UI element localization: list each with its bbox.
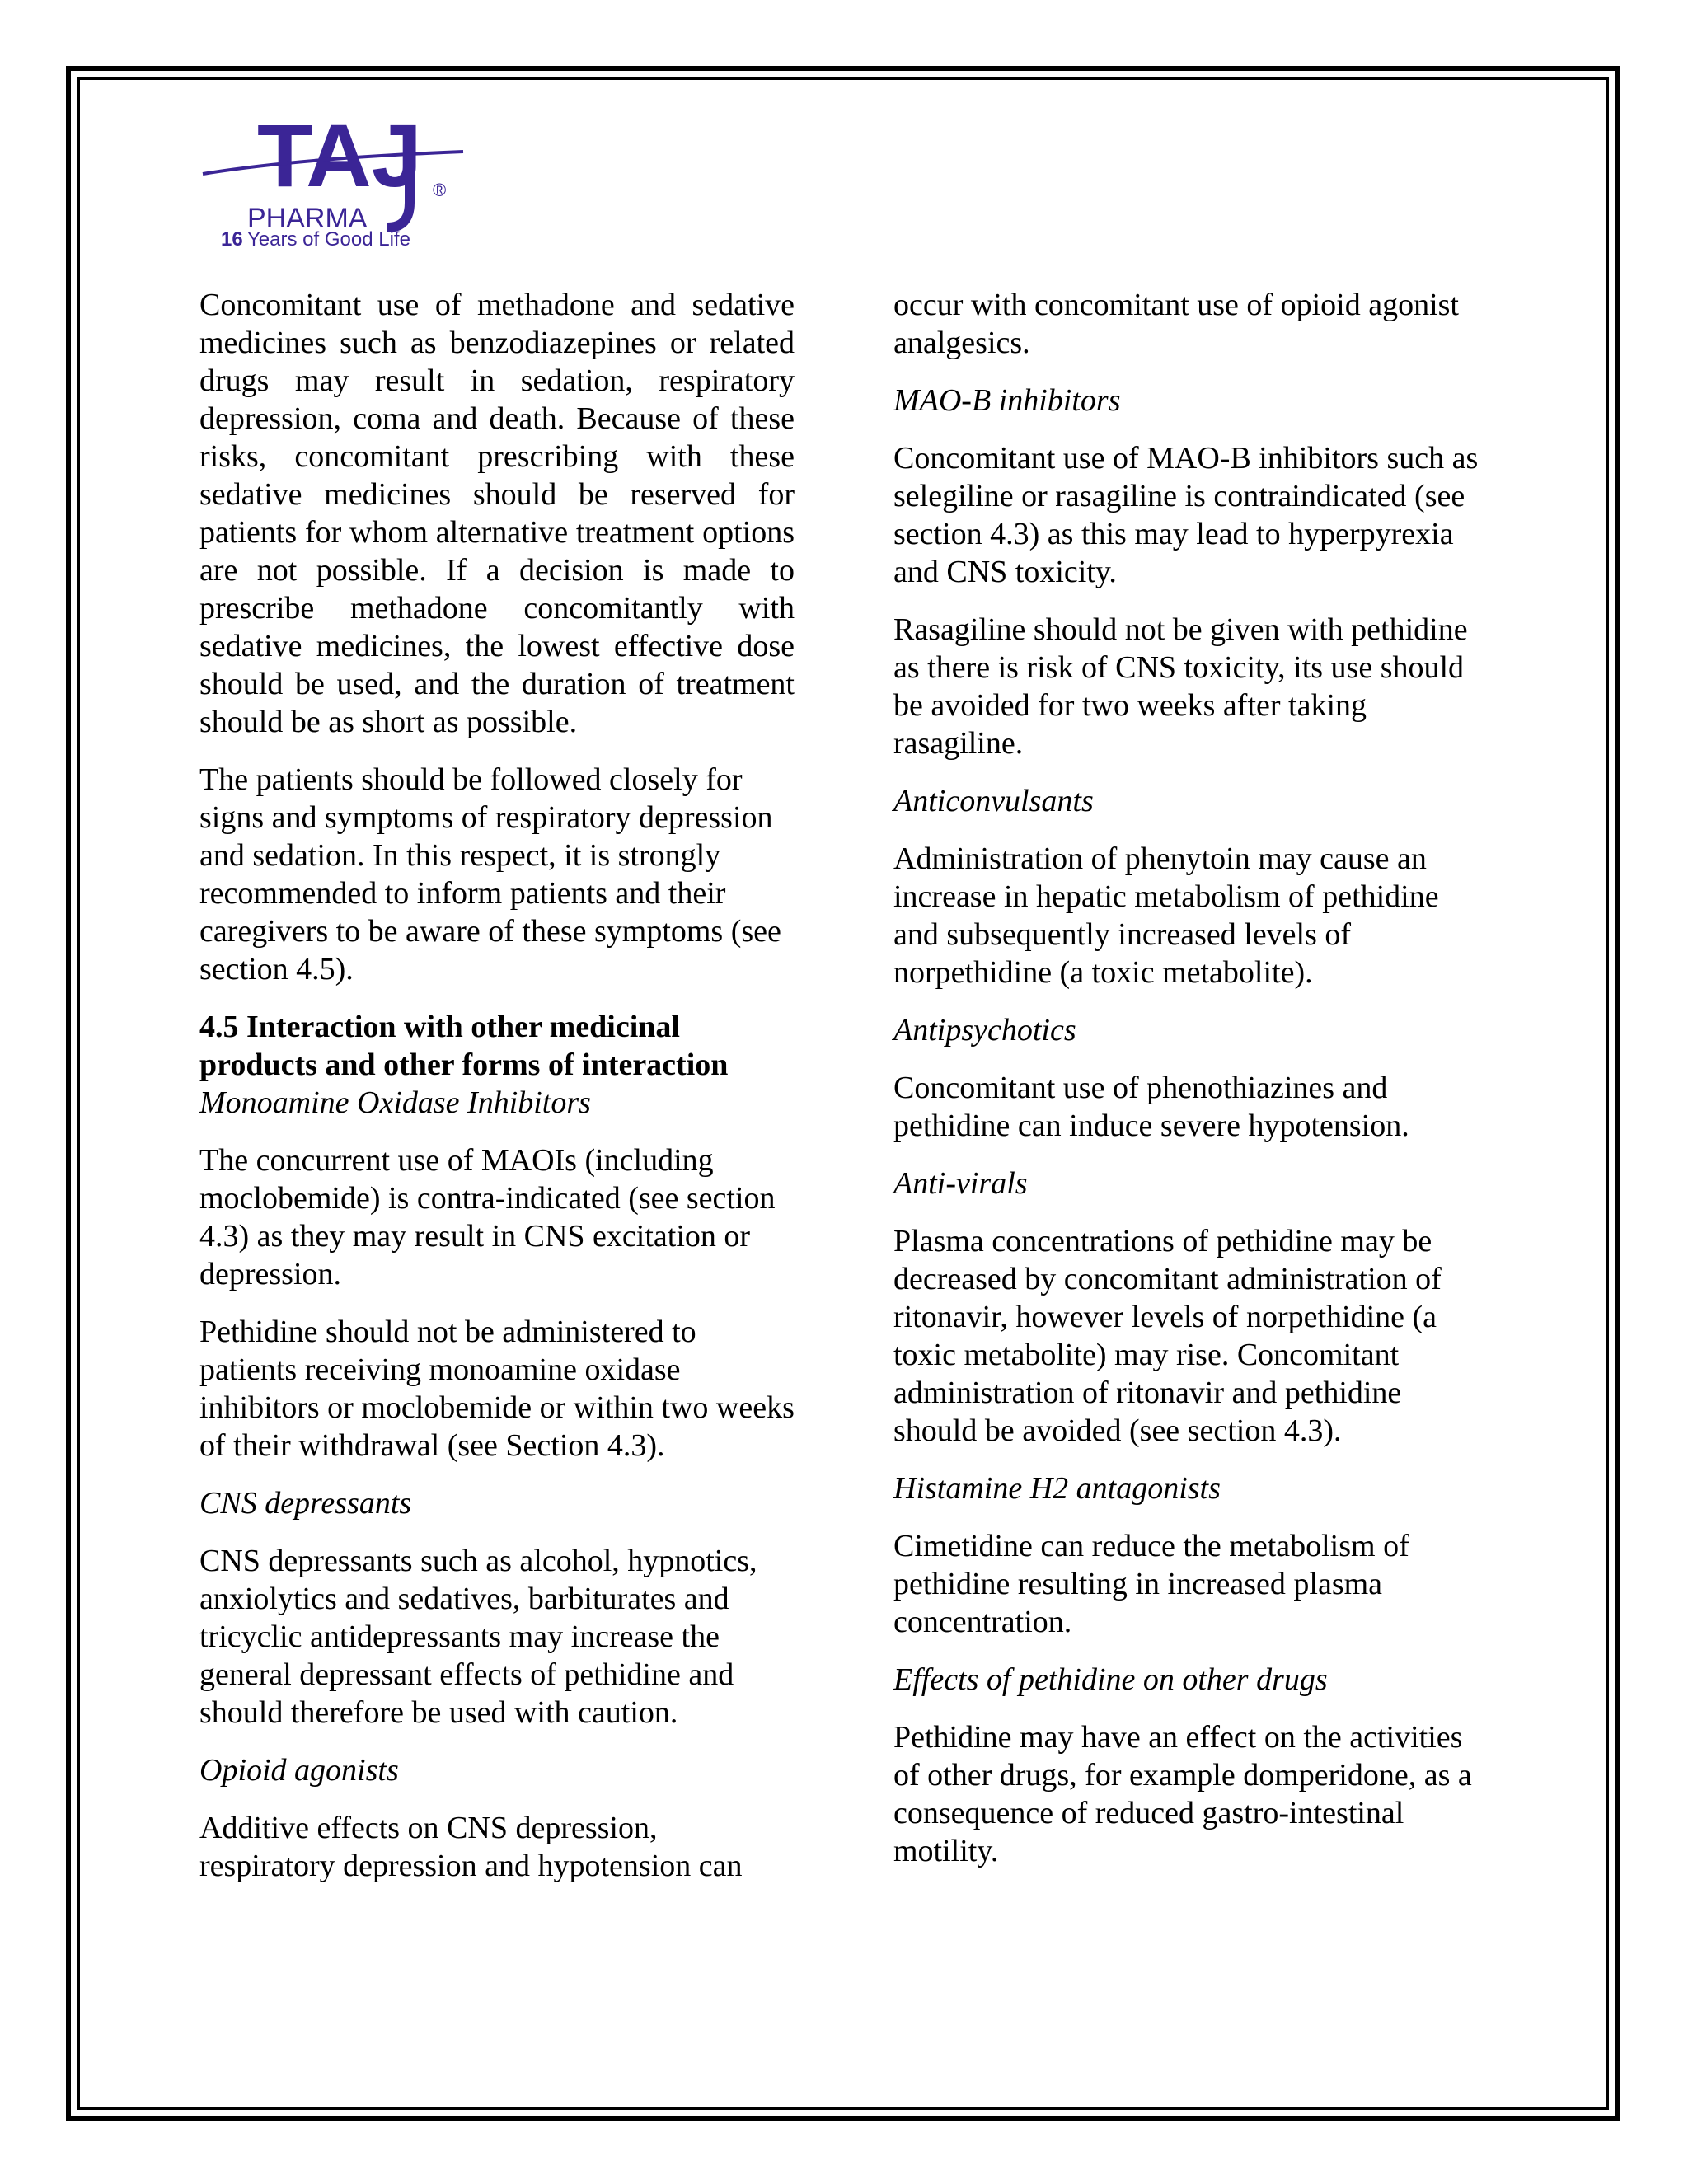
paragraph-opioid-agonists: Additive effects on CNS depression, respiratory depression and hypotension can [199,1811,743,1883]
paragraph-maob-1: Concomitant use of MAO-B inhibitors such as selegiline or rasagiline is contraindicated (see section 4.3) as this may lead to hyperpyrexia and CNS toxicity. [893,441,1479,589]
subheading-maoi: Monoamine Oxidase Inhibitors [199,1085,591,1120]
right-column [893,286,1489,1890]
paragraph-antivirals: Plasma concentrations of pethidine may be decreased by concomitant administration of ritonavir, however levels of norpethidine (a toxic metabolite) may rise. Concomitant administration of ritonavir and pethidine should be avoided (see section 4.3). [893,1224,1442,1448]
subheading-h2-antagonists: Histamine H2 antagonists [893,1471,1221,1506]
paragraph-sedative-risk: Concomitant use of methadone and sedative medicines such as benzodiazepines or related drugs may result in sedation, respiratory depression, coma and death. Because of these risks, concomitant prescribing with these sedative medicines should be reserved for patients for whom alternative treatment options are not possible. If a decision is made to prescribe methadone concomitantly with sedative medicines, the lowest effective dose should be used, and the duration of treatment should be as short as possible. [199,288,795,739]
paragraph-maob-2: Rasagiline should not be given with pethidine as there is risk of CNS toxicity, its use should be avoided for two weeks after taking rasagiline. [893,612,1468,761]
paragraph-maoi-2: Pethidine should not be administered to patients receiving monoamine oxidase inhibitors or moclobemide or within two weeks of their withdrawal (see Section 4.3). [199,1315,795,1463]
subheading-antipsychotics: Antipsychotics [893,1013,1076,1047]
subheading-antivirals: Anti-virals [893,1166,1028,1201]
subheading-effects-on-other-drugs: Effects of pethidine on other drugs [893,1662,1328,1697]
logo-brand: TAJ [257,105,422,205]
section-heading-4-5: 4.5 Interaction with other medicinal products and other forms of interaction [199,1010,729,1082]
paragraph-cns-depressants: CNS depressants such as alcohol, hypnotics, anxiolytics and sedatives, barbiturates and tricyclic antidepressants may increase the general depressant effects of pethidine and should therefore be used with caution. [199,1544,757,1730]
logo-division: PHARMA [247,203,368,234]
logo-tagline-number: 16 [221,228,243,251]
left-column [199,286,795,1905]
paragraph-anticonvulsants: Administration of phenytoin may cause an increase in hepatic metabolism of pethidine and subsequently increased levels of norpethidine (a toxic metabolite). [893,841,1439,990]
paragraph-h2-antagonists: Cimetidine can reduce the metabolism of pethidine resulting in increased plasma concentration. [893,1529,1409,1639]
paragraph-antipsychotics: Concomitant use of phenothiazines and pethidine can induce severe hypotension. [893,1071,1409,1143]
subheading-opioid-agonists: Opioid agonists [199,1753,399,1788]
subheading-maob: MAO-B inhibitors [893,383,1121,418]
subheading-anticonvulsants: Anticonvulsants [893,784,1094,818]
logo-tagline-text: Years of Good Life [247,228,410,251]
subheading-cns-depressants: CNS depressants [199,1486,412,1521]
paragraph-effects-on-other-drugs: Pethidine may have an effect on the activities of other drugs, for example domperidone, as a consequence of reduced gastro-intestinal motility. [893,1720,1472,1868]
paragraph-opioid-continued: occur with concomitant use of opioid agonist analgesics. [893,288,1459,360]
taj-pharma-logo [199,104,471,252]
paragraph-monitoring: The patients should be followed closely for signs and symptoms of respiratory depression and sedation. In this respect, it is strongly recommended to inform patients and their caregivers to be aware of these symptoms (see section 4.5). [199,762,781,987]
logo-registered-mark: ® [433,180,447,200]
paragraph-maoi-1: The concurrent use of MAOIs (including moclobemide) is contra-indicated (see section 4.3) as they may result in CNS excitation or depression. [199,1143,776,1291]
